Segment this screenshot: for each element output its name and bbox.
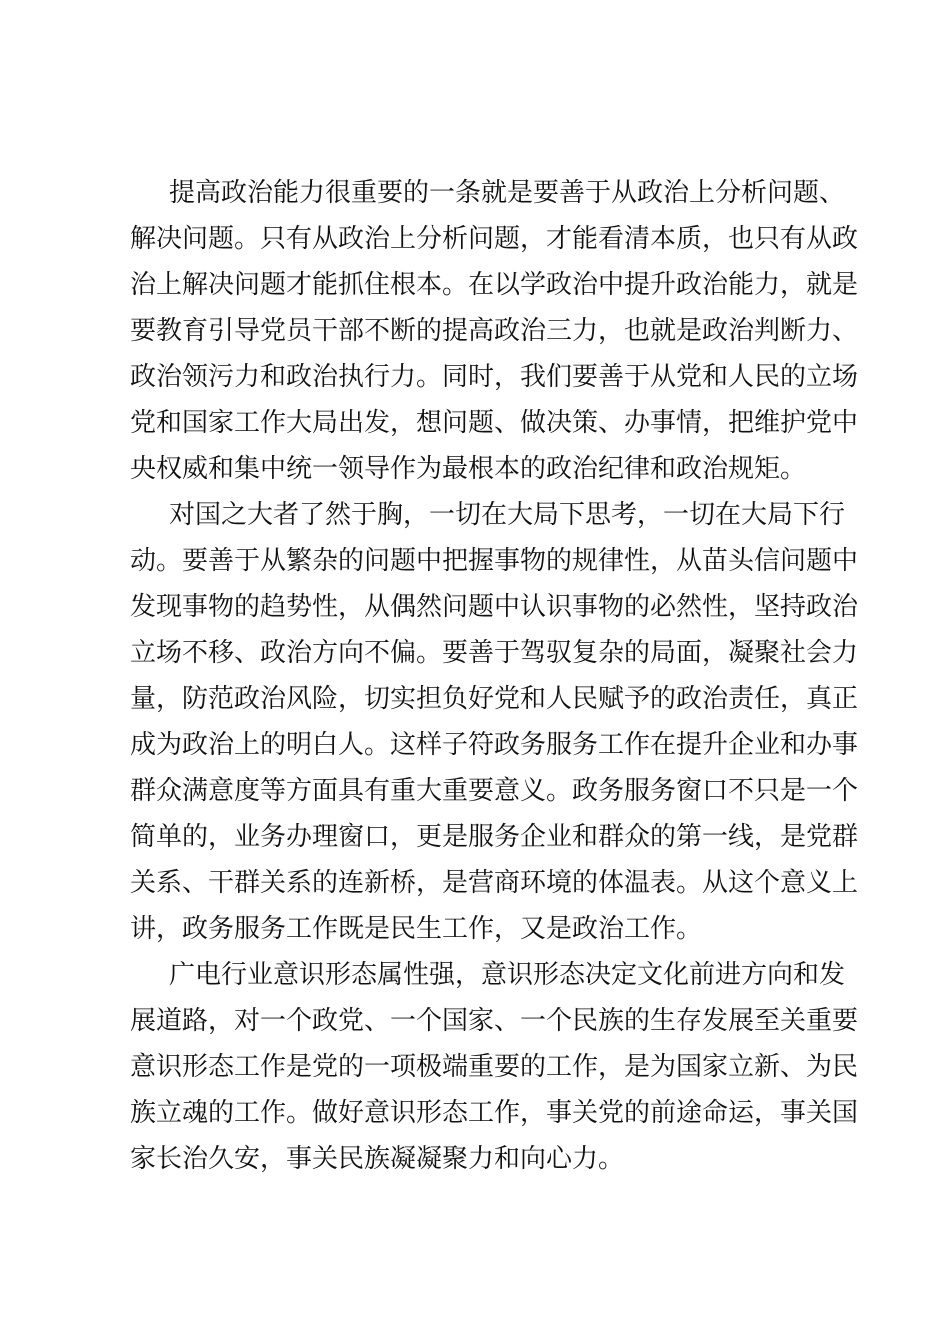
paragraph-line: 广电行业意识形态属性强，意识形态决定文化前进方向和发	[169, 960, 846, 990]
paragraph-2	[130, 492, 859, 952]
paragraph-line: 简单的，业务办理窗口，更是服务企业和群众的第一线，是党群	[130, 822, 859, 852]
paragraph-1	[130, 170, 859, 492]
paragraph-line: 群众满意度等方面具有重大重要意义。政务服务窗口不只是一个	[130, 776, 859, 806]
paragraph-line: 治上解决问题才能抓住根本。在以学政治中提升政治能力，就是	[130, 270, 859, 300]
document-body	[130, 170, 859, 1182]
paragraph-line: 央权威和集中统一领导作为最根本的政治纪律和政治规矩。	[130, 454, 807, 484]
paragraph-line: 发现事物的趋势性，从偶然问题中认识事物的必然性，坚持政治	[130, 592, 859, 622]
paragraph-line: 党和国家工作大局出发，想问题、做决策、办事情，把维护党中	[130, 408, 859, 438]
paragraph-line: 要教育引导党员干部不断的提高政治三力，也就是政治判断力、	[130, 316, 859, 346]
paragraph-line: 政治领污力和政治执行力。同时，我们要善于从党和人民的立场	[130, 362, 859, 392]
paragraph-line: 意识形态工作是党的一项极端重要的工作，是为国家立新、为民	[130, 1052, 859, 1082]
paragraph-line: 提高政治能力很重要的一条就是要善于从政治上分析问题、	[169, 178, 846, 208]
paragraph-line: 量，防范政治风险，切实担负好党和人民赋予的政治责任，真正	[130, 684, 859, 714]
paragraph-line: 对国之大者了然于胸，一切在大局下思考，一切在大局下行	[169, 500, 846, 530]
paragraph-line: 立场不移、政治方向不偏。要善于驾驭复杂的局面，凝聚社会力	[130, 638, 859, 668]
paragraph-line: 动。要善于从繁杂的问题中把握事物的规律性，从苗头信问题中	[130, 546, 859, 576]
paragraph-line: 族立魂的工作。做好意识形态工作，事关党的前途命运，事关国	[130, 1098, 859, 1128]
paragraph-line: 展道路，对一个政党、一个国家、一个民族的生存发展至关重要	[130, 1006, 859, 1036]
paragraph-3	[130, 952, 859, 1182]
paragraph-line: 成为政治上的明白人。这样子符政务服务工作在提升企业和办事	[130, 730, 859, 760]
paragraph-line: 关系、干群关系的连新桥，是营商环境的体温表。从这个意义上	[130, 868, 859, 898]
paragraph-line: 解决问题。只有从政治上分析问题，才能看清本质，也只有从政	[130, 224, 859, 254]
paragraph-line: 讲，政务服务工作既是民生工作，又是政治工作。	[130, 914, 703, 944]
paragraph-line: 家长治久安，事关民族凝凝聚力和向心力。	[130, 1144, 625, 1174]
